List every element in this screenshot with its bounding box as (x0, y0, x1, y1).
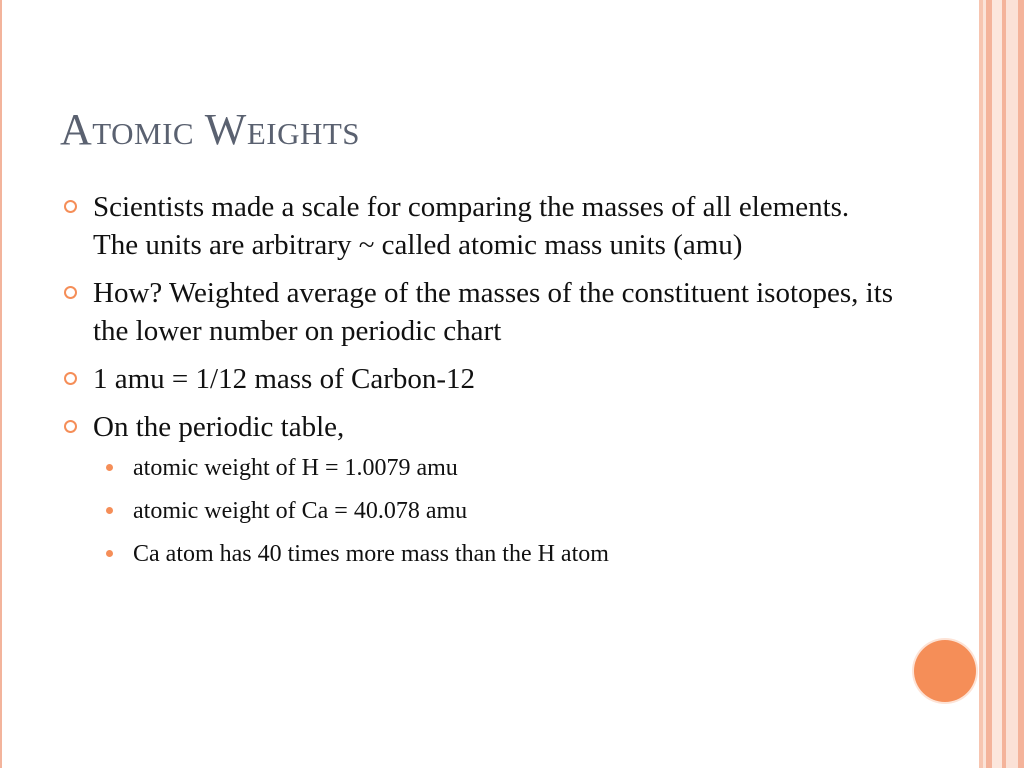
sub-bullet-text: atomic weight of H = 1.0079 amu (133, 455, 458, 481)
orange-circle-decoration (914, 640, 976, 702)
bullet-item (60, 188, 900, 264)
ring-bullet-icon (64, 286, 77, 299)
right-decorative-stripe (1018, 0, 1024, 768)
ring-bullet-icon (64, 372, 77, 385)
slide-title: Atomic Weights (60, 105, 361, 154)
bullet-item (60, 408, 900, 570)
dot-bullet-icon (106, 550, 113, 557)
dot-bullet-icon (106, 507, 113, 514)
sub-bullet-text: atomic weight of Ca = 40.078 amu (133, 498, 468, 524)
right-decorative-stripe (992, 0, 1002, 768)
bullet-text: How? Weighted average of the masses of the constituent isotopes, its the lower number on periodic chart (93, 277, 894, 347)
sub-bullet-list (100, 452, 900, 570)
left-border-line (0, 0, 2, 768)
sub-bullet-item (100, 538, 900, 570)
bullet-text: On the periodic table, (93, 411, 345, 443)
sub-bullet-item (100, 452, 900, 484)
bullet-list (60, 188, 900, 581)
bullet-text: Scientists made a scale for comparing the masses of all elements. The units are arbitrary ~ called atomic mass units (amu) (93, 191, 850, 261)
ring-bullet-icon (64, 200, 77, 213)
bullet-text: 1 amu = 1/12 mass of Carbon-12 (93, 363, 476, 395)
sub-bullet-text: Ca atom has 40 times more mass than the H atom (133, 541, 609, 567)
right-decorative-stripe (1006, 0, 1018, 768)
ring-bullet-icon (64, 420, 77, 433)
sub-bullet-item (100, 495, 900, 527)
bullet-item (60, 360, 900, 398)
dot-bullet-icon (106, 464, 113, 471)
bullet-item (60, 274, 900, 350)
